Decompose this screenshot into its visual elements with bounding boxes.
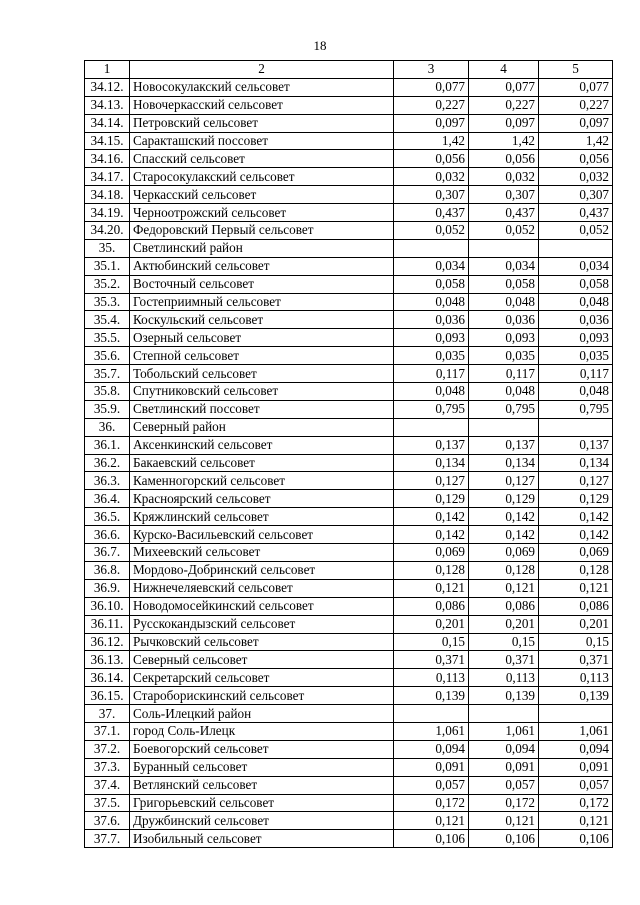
row-number: 36.1. <box>85 436 130 454</box>
value-col-4: 0,201 <box>469 615 539 633</box>
row-number: 34.20. <box>85 222 130 240</box>
value-col-4 <box>469 705 539 723</box>
row-number: 35.3. <box>85 293 130 311</box>
table-row <box>85 186 613 204</box>
value-col-4: 0,307 <box>469 186 539 204</box>
row-number: 34.16. <box>85 150 130 168</box>
table-row <box>85 78 613 96</box>
municipality-name: Восточный сельсовет <box>130 275 394 293</box>
municipality-name: Бакаевский сельсовет <box>130 454 394 472</box>
table-row <box>85 383 613 401</box>
value-col-5: 0,048 <box>539 293 613 311</box>
municipality-name: Северный район <box>130 418 394 436</box>
municipality-name: Спутниковский сельсовет <box>130 383 394 401</box>
value-col-3: 0,437 <box>394 204 469 222</box>
value-col-5: 0,036 <box>539 311 613 329</box>
municipality-name: Тобольский сельсовет <box>130 365 394 383</box>
row-number: 36.5. <box>85 508 130 526</box>
value-col-5: 0,034 <box>539 257 613 275</box>
value-col-4: 0,134 <box>469 454 539 472</box>
value-col-3: 0,121 <box>394 812 469 830</box>
municipality-name: Русскокандызский сельсовет <box>130 615 394 633</box>
header-col-2: 2 <box>130 61 394 79</box>
value-col-5: 1,061 <box>539 722 613 740</box>
value-col-4: 0,139 <box>469 687 539 705</box>
value-col-5 <box>539 705 613 723</box>
value-col-5: 0,307 <box>539 186 613 204</box>
value-col-4: 0,086 <box>469 597 539 615</box>
row-number: 36.7. <box>85 544 130 562</box>
value-col-4: 0,121 <box>469 579 539 597</box>
municipality-name: Актюбинский сельсовет <box>130 257 394 275</box>
municipality-name: Ветлянский сельсовет <box>130 776 394 794</box>
municipality-name: Михеевский сельсовет <box>130 544 394 562</box>
value-col-5: 0,142 <box>539 526 613 544</box>
value-col-5: 0,097 <box>539 114 613 132</box>
value-col-5: 0,142 <box>539 508 613 526</box>
table-row <box>85 96 613 114</box>
row-number: 37.7. <box>85 830 130 848</box>
municipality-name: Новодомосейкинский сельсовет <box>130 597 394 615</box>
value-col-4: 0,058 <box>469 275 539 293</box>
value-col-4: 0,142 <box>469 508 539 526</box>
municipality-name: Григорьевский сельсовет <box>130 794 394 812</box>
row-number: 37.6. <box>85 812 130 830</box>
value-col-3: 0,048 <box>394 383 469 401</box>
row-number: 36.9. <box>85 579 130 597</box>
table-row <box>85 436 613 454</box>
municipality-name: Рычковский сельсовет <box>130 633 394 651</box>
row-number: 34.19. <box>85 204 130 222</box>
value-col-3: 0,057 <box>394 776 469 794</box>
row-number: 36.4. <box>85 490 130 508</box>
table-row <box>85 508 613 526</box>
value-col-5: 0,069 <box>539 544 613 562</box>
value-col-3: 0,034 <box>394 257 469 275</box>
table-row <box>85 257 613 275</box>
row-number: 35.1. <box>85 257 130 275</box>
municipality-name: Новосокулакский сельсовет <box>130 78 394 96</box>
table-row <box>85 150 613 168</box>
value-col-5: 0,371 <box>539 651 613 669</box>
value-col-5: 0,032 <box>539 168 613 186</box>
value-col-3: 0,052 <box>394 222 469 240</box>
row-number: 35.7. <box>85 365 130 383</box>
row-number: 36.14. <box>85 669 130 687</box>
value-col-5 <box>539 418 613 436</box>
municipality-name: Мордово-Добринский сельсовет <box>130 561 394 579</box>
value-col-3: 0,15 <box>394 633 469 651</box>
table-row <box>85 722 613 740</box>
municipality-name: Новочеркасский сельсовет <box>130 96 394 114</box>
value-col-4: 0,056 <box>469 150 539 168</box>
value-col-5: 0,227 <box>539 96 613 114</box>
value-col-3 <box>394 418 469 436</box>
value-col-3: 0,128 <box>394 561 469 579</box>
municipality-name: Светлинский поссовет <box>130 400 394 418</box>
data-table <box>84 60 613 848</box>
value-col-4: 1,42 <box>469 132 539 150</box>
table-row <box>85 776 613 794</box>
table-row <box>85 329 613 347</box>
value-col-3: 0,134 <box>394 454 469 472</box>
table-row <box>85 132 613 150</box>
value-col-4: 0,091 <box>469 758 539 776</box>
value-col-4: 0,227 <box>469 96 539 114</box>
value-col-3: 0,139 <box>394 687 469 705</box>
municipality-name: Саракташский поссовет <box>130 132 394 150</box>
municipality-name: Спасский сельсовет <box>130 150 394 168</box>
table-row <box>85 579 613 597</box>
table-row <box>85 561 613 579</box>
municipality-name: Черкасский сельсовет <box>130 186 394 204</box>
value-col-4: 0,097 <box>469 114 539 132</box>
value-col-3: 0,142 <box>394 508 469 526</box>
municipality-name: Изобильный сельсовет <box>130 830 394 848</box>
value-col-3: 0,172 <box>394 794 469 812</box>
municipality-name: Красноярский сельсовет <box>130 490 394 508</box>
value-col-4: 0,093 <box>469 329 539 347</box>
table-row <box>85 633 613 651</box>
row-number: 34.13. <box>85 96 130 114</box>
value-col-5: 0,091 <box>539 758 613 776</box>
table-row <box>85 490 613 508</box>
table-row <box>85 311 613 329</box>
value-col-3: 0,201 <box>394 615 469 633</box>
value-col-5: 0,117 <box>539 365 613 383</box>
municipality-name: Северный сельсовет <box>130 651 394 669</box>
table-row <box>85 758 613 776</box>
table-row <box>85 651 613 669</box>
value-col-4 <box>469 418 539 436</box>
table-row <box>85 687 613 705</box>
value-col-5 <box>539 239 613 257</box>
table-row <box>85 400 613 418</box>
row-number: 35.9. <box>85 400 130 418</box>
value-col-3: 0,113 <box>394 669 469 687</box>
value-col-5: 0,048 <box>539 383 613 401</box>
table-row <box>85 454 613 472</box>
value-col-3: 0,121 <box>394 579 469 597</box>
table-row <box>85 222 613 240</box>
header-col-4: 4 <box>469 61 539 79</box>
row-number: 34.18. <box>85 186 130 204</box>
municipality-name: Нижнечеляевский сельсовет <box>130 579 394 597</box>
value-col-5: 0,128 <box>539 561 613 579</box>
value-col-4: 0,048 <box>469 383 539 401</box>
value-col-5: 0,437 <box>539 204 613 222</box>
value-col-4: 0,106 <box>469 830 539 848</box>
value-col-5: 0,134 <box>539 454 613 472</box>
value-col-4: 0,034 <box>469 257 539 275</box>
row-number: 36. <box>85 418 130 436</box>
municipality-name: Курско-Васильевский сельсовет <box>130 526 394 544</box>
table-row <box>85 526 613 544</box>
value-col-3: 0,091 <box>394 758 469 776</box>
table-row <box>85 168 613 186</box>
value-col-5: 0,113 <box>539 669 613 687</box>
header-col-1: 1 <box>85 61 130 79</box>
row-number: 35.4. <box>85 311 130 329</box>
value-col-3: 0,058 <box>394 275 469 293</box>
value-col-3: 0,036 <box>394 311 469 329</box>
value-col-5: 0,086 <box>539 597 613 615</box>
value-col-5: 0,106 <box>539 830 613 848</box>
municipality-name: Светлинский район <box>130 239 394 257</box>
value-col-3: 0,227 <box>394 96 469 114</box>
value-col-3: 0,129 <box>394 490 469 508</box>
value-col-3: 0,035 <box>394 347 469 365</box>
row-number: 35.6. <box>85 347 130 365</box>
municipality-name: Старосокулакский сельсовет <box>130 168 394 186</box>
table-row <box>85 740 613 758</box>
value-col-5: 0,201 <box>539 615 613 633</box>
row-number: 37.1. <box>85 722 130 740</box>
value-col-4: 0,117 <box>469 365 539 383</box>
value-col-3: 0,307 <box>394 186 469 204</box>
value-col-3: 0,093 <box>394 329 469 347</box>
value-col-4: 0,128 <box>469 561 539 579</box>
municipality-name: Секретарский сельсовет <box>130 669 394 687</box>
table-row <box>85 293 613 311</box>
row-number: 36.2. <box>85 454 130 472</box>
row-number: 37.5. <box>85 794 130 812</box>
row-number: 35.5. <box>85 329 130 347</box>
row-number: 35.2. <box>85 275 130 293</box>
municipality-name: Дружбинский сельсовет <box>130 812 394 830</box>
value-col-3: 0,097 <box>394 114 469 132</box>
row-number: 37.2. <box>85 740 130 758</box>
value-col-3: 0,086 <box>394 597 469 615</box>
table-row <box>85 239 613 257</box>
value-col-3: 0,032 <box>394 168 469 186</box>
table-row <box>85 204 613 222</box>
municipality-name: город Соль-Илецк <box>130 722 394 740</box>
value-col-3: 0,142 <box>394 526 469 544</box>
value-col-3: 0,795 <box>394 400 469 418</box>
value-col-3: 1,061 <box>394 722 469 740</box>
value-col-4: 0,032 <box>469 168 539 186</box>
value-col-5: 0,057 <box>539 776 613 794</box>
value-col-3: 0,106 <box>394 830 469 848</box>
table-row <box>85 705 613 723</box>
row-number: 36.10. <box>85 597 130 615</box>
value-col-4: 0,137 <box>469 436 539 454</box>
value-col-4: 0,142 <box>469 526 539 544</box>
row-number: 37.4. <box>85 776 130 794</box>
value-col-4: 0,052 <box>469 222 539 240</box>
municipality-name: Черноотрожский сельсовет <box>130 204 394 222</box>
value-col-5: 0,127 <box>539 472 613 490</box>
value-col-3: 0,127 <box>394 472 469 490</box>
row-number: 37. <box>85 705 130 723</box>
value-col-4: 0,121 <box>469 812 539 830</box>
value-col-5: 0,094 <box>539 740 613 758</box>
table-row <box>85 597 613 615</box>
value-col-4: 0,172 <box>469 794 539 812</box>
table-row <box>85 830 613 848</box>
value-col-5: 0,137 <box>539 436 613 454</box>
value-col-5: 0,035 <box>539 347 613 365</box>
municipality-name: Боевогорский сельсовет <box>130 740 394 758</box>
municipality-name: Озерный сельсовет <box>130 329 394 347</box>
value-col-3: 0,048 <box>394 293 469 311</box>
municipality-name: Аксенкинский сельсовет <box>130 436 394 454</box>
municipality-name: Федоровский Первый сельсовет <box>130 222 394 240</box>
municipality-name: Петровский сельсовет <box>130 114 394 132</box>
row-number: 36.8. <box>85 561 130 579</box>
value-col-5: 0,056 <box>539 150 613 168</box>
row-number: 34.14. <box>85 114 130 132</box>
value-col-3: 0,069 <box>394 544 469 562</box>
municipality-name: Гостеприимный сельсовет <box>130 293 394 311</box>
value-col-5: 0,052 <box>539 222 613 240</box>
row-number: 35. <box>85 239 130 257</box>
value-col-4: 0,077 <box>469 78 539 96</box>
value-col-4: 0,437 <box>469 204 539 222</box>
value-col-3 <box>394 705 469 723</box>
value-col-4: 0,069 <box>469 544 539 562</box>
header-col-5: 5 <box>539 61 613 79</box>
value-col-4: 0,094 <box>469 740 539 758</box>
value-col-4: 0,036 <box>469 311 539 329</box>
value-col-5: 0,795 <box>539 400 613 418</box>
table-row <box>85 347 613 365</box>
value-col-5: 0,129 <box>539 490 613 508</box>
value-col-5: 0,121 <box>539 812 613 830</box>
value-col-3: 0,117 <box>394 365 469 383</box>
row-number: 37.3. <box>85 758 130 776</box>
table-row <box>85 472 613 490</box>
value-col-5: 1,42 <box>539 132 613 150</box>
value-col-4: 0,113 <box>469 669 539 687</box>
value-col-4: 0,15 <box>469 633 539 651</box>
table-row <box>85 615 613 633</box>
value-col-5: 0,093 <box>539 329 613 347</box>
municipality-name: Буранный сельсовет <box>130 758 394 776</box>
row-number: 36.3. <box>85 472 130 490</box>
value-col-5: 0,15 <box>539 633 613 651</box>
value-col-3: 0,094 <box>394 740 469 758</box>
value-col-3: 0,137 <box>394 436 469 454</box>
value-col-3: 0,371 <box>394 651 469 669</box>
row-number: 34.15. <box>85 132 130 150</box>
value-col-4: 0,371 <box>469 651 539 669</box>
value-col-5: 0,172 <box>539 794 613 812</box>
value-col-3 <box>394 239 469 257</box>
row-number: 36.11. <box>85 615 130 633</box>
table-row <box>85 114 613 132</box>
value-col-4: 0,048 <box>469 293 539 311</box>
value-col-3: 1,42 <box>394 132 469 150</box>
table-row <box>85 812 613 830</box>
value-col-4: 0,057 <box>469 776 539 794</box>
value-col-4: 1,061 <box>469 722 539 740</box>
table-row <box>85 669 613 687</box>
row-number: 36.13. <box>85 651 130 669</box>
value-col-4: 0,127 <box>469 472 539 490</box>
municipality-name: Каменногорский сельсовет <box>130 472 394 490</box>
row-number: 36.15. <box>85 687 130 705</box>
value-col-4: 0,035 <box>469 347 539 365</box>
municipality-name: Коскульский сельсовет <box>130 311 394 329</box>
municipality-name: Староборискинский сельсовет <box>130 687 394 705</box>
value-col-5: 0,139 <box>539 687 613 705</box>
municipality-name: Степной сельсовет <box>130 347 394 365</box>
page-number: 18 <box>313 38 327 53</box>
table-row <box>85 418 613 436</box>
value-col-5: 0,058 <box>539 275 613 293</box>
header-col-3: 3 <box>394 61 469 79</box>
row-number: 36.12. <box>85 633 130 651</box>
value-col-4 <box>469 239 539 257</box>
row-number: 34.12. <box>85 78 130 96</box>
row-number: 34.17. <box>85 168 130 186</box>
table-row <box>85 365 613 383</box>
table-row <box>85 544 613 562</box>
header-row <box>85 61 613 79</box>
table-row <box>85 794 613 812</box>
table-row <box>85 275 613 293</box>
value-col-4: 0,129 <box>469 490 539 508</box>
row-number: 35.8. <box>85 383 130 401</box>
value-col-3: 0,077 <box>394 78 469 96</box>
value-col-4: 0,795 <box>469 400 539 418</box>
value-col-5: 0,121 <box>539 579 613 597</box>
row-number: 36.6. <box>85 526 130 544</box>
municipality-name: Кряжлинский сельсовет <box>130 508 394 526</box>
value-col-5: 0,077 <box>539 78 613 96</box>
municipality-name: Соль-Илецкий район <box>130 705 394 723</box>
value-col-3: 0,056 <box>394 150 469 168</box>
